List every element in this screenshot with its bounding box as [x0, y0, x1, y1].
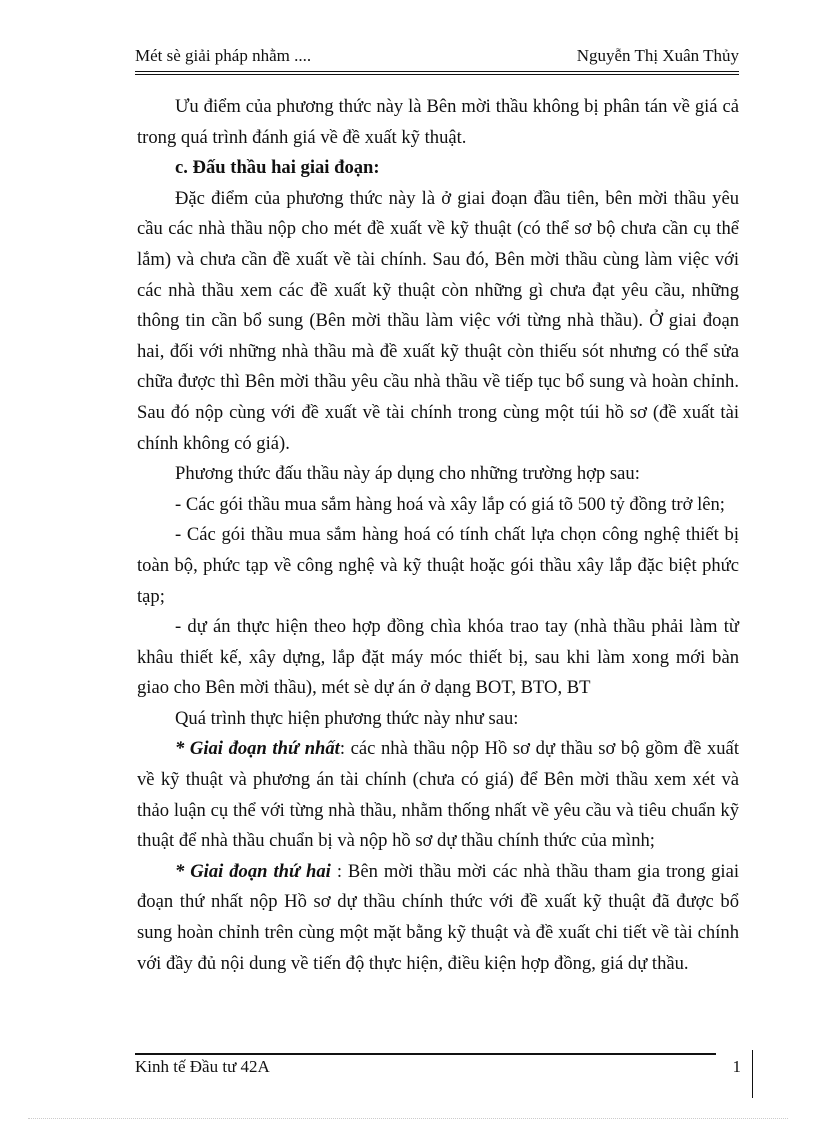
page-bottom-dotted-rule: [28, 1118, 788, 1119]
footer-vertical-rule: [752, 1050, 753, 1098]
page-header: [135, 44, 739, 72]
stage-two-label: * Giai đoạn thứ hai: [175, 860, 331, 882]
stage-one-text: : các nhà thầu nộp Hồ sơ dự thầu sơ bộ gồm đề xuất về kỹ thuật và phương án tài chính (chưa có giá) để Bên mời thầu xem xét và thảo luận cụ thể với từng nhà thầu, nhằm thống nhất về yêu cầu và tiêu chuẩn kỹ thuật để nhà thầu chuẩn bị và nộp hồ sơ dự thầu chính thức của mình;: [137, 738, 739, 852]
paragraph-advantage: Ưu điểm của phương thức này là Bên mời thầu không bị phân tán về giá cả trong quá trình đánh giá về đề xuất kỹ thuật.: [137, 96, 739, 148]
paragraph-process: Quá trình thực hiện phương thức này như sau:: [175, 707, 519, 729]
header-rule-thin: [135, 74, 739, 75]
header-rule-thick: [135, 71, 739, 72]
bullet-item-3: - dự án thực hiện theo hợp đồng chìa khóa trao tay (nhà thầu phải làm từ khâu thiết kế, xây dựng, lắp đặt máy móc thiết bị, sau khi làm xong mới bàn giao cho Bên mời thầu), mét sè dự án ở dạng BOT, BTO, BT: [137, 616, 739, 699]
paragraph-applicability: Phương thức đấu thầu này áp dụng cho những trường hợp sau:: [175, 463, 640, 485]
page-number: 1: [732, 1057, 741, 1076]
page-footer: [135, 1057, 747, 1083]
paragraph-characteristics: Đặc điểm của phương thức này là ở giai đoạn đầu tiên, bên mời thầu yêu cầu các nhà thầu nộp cho mét đề xuất về kỹ thuật (có thể sơ bộ chưa cần cụ thể lắm) và chưa cần đề xuất về tài chính. Sau đó, Bên mời thầu cùng làm việc với các nhà thầu xem các đề xuất kỹ thuật còn những gì chưa đạt yêu cầu, những thông tin cần bổ sung (Bên mời thầu làm việc với từng nhà thầu). Ở giai đoạn hai, đối với những nhà thầu mà đề xuất kỹ thuật còn thiếu sót nhưng có thể sửa chữa được thì Bên mời thầu yêu cầu nhà thầu về tiếp tục bổ sung và hoàn chỉnh. Sau đó nộp cùng với đề xuất về tài chính trong cùng một túi hồ sơ (đề xuất tài chính không có giá).: [137, 187, 739, 454]
stage-one-label: * Giai đoạn thứ nhất: [175, 738, 340, 760]
footer-rule: [135, 1053, 716, 1055]
header-author: Nguyễn Thị Xuân Thủy: [576, 46, 739, 65]
footer-title: Kinh tế Đầu tư 42A: [135, 1057, 270, 1076]
bullet-item-2: - Các gói thầu mua sắm hàng hoá có tính chất lựa chọn công nghệ thiết bị toàn bộ, phức tạp về công nghệ và kỹ thuật hoặc gói thầu xây lắp đặc biệt phức tạp;: [137, 524, 739, 607]
header-title: Mét sè giải pháp nhằm ....: [135, 46, 312, 65]
section-heading-c: c. Đấu thầu hai giai đoạn:: [175, 157, 380, 179]
stage-one-paragraph: [137, 734, 739, 856]
bullet-item-1: - Các gói thầu mua sắm hàng hoá và xây lắp có giá tõ 500 tỷ đồng trở lên;: [175, 493, 725, 515]
stage-two-text: : Bên mời thầu mời các nhà thầu tham gia trong giai đoạn thứ nhất nộp Hồ sơ dự thầu chính thức với đề xuất kỹ thuật đã được bổ sung hoàn chỉnh trên cùng một mặt bằng kỹ thuật và đề xuất chi tiết về tài chính với đầy đủ nội dung về tiến độ thực hiện, điều kiện hợp đồng, giá dự thầu.: [137, 860, 739, 974]
page-body: [137, 92, 739, 979]
stage-two-paragraph: [137, 857, 739, 979]
